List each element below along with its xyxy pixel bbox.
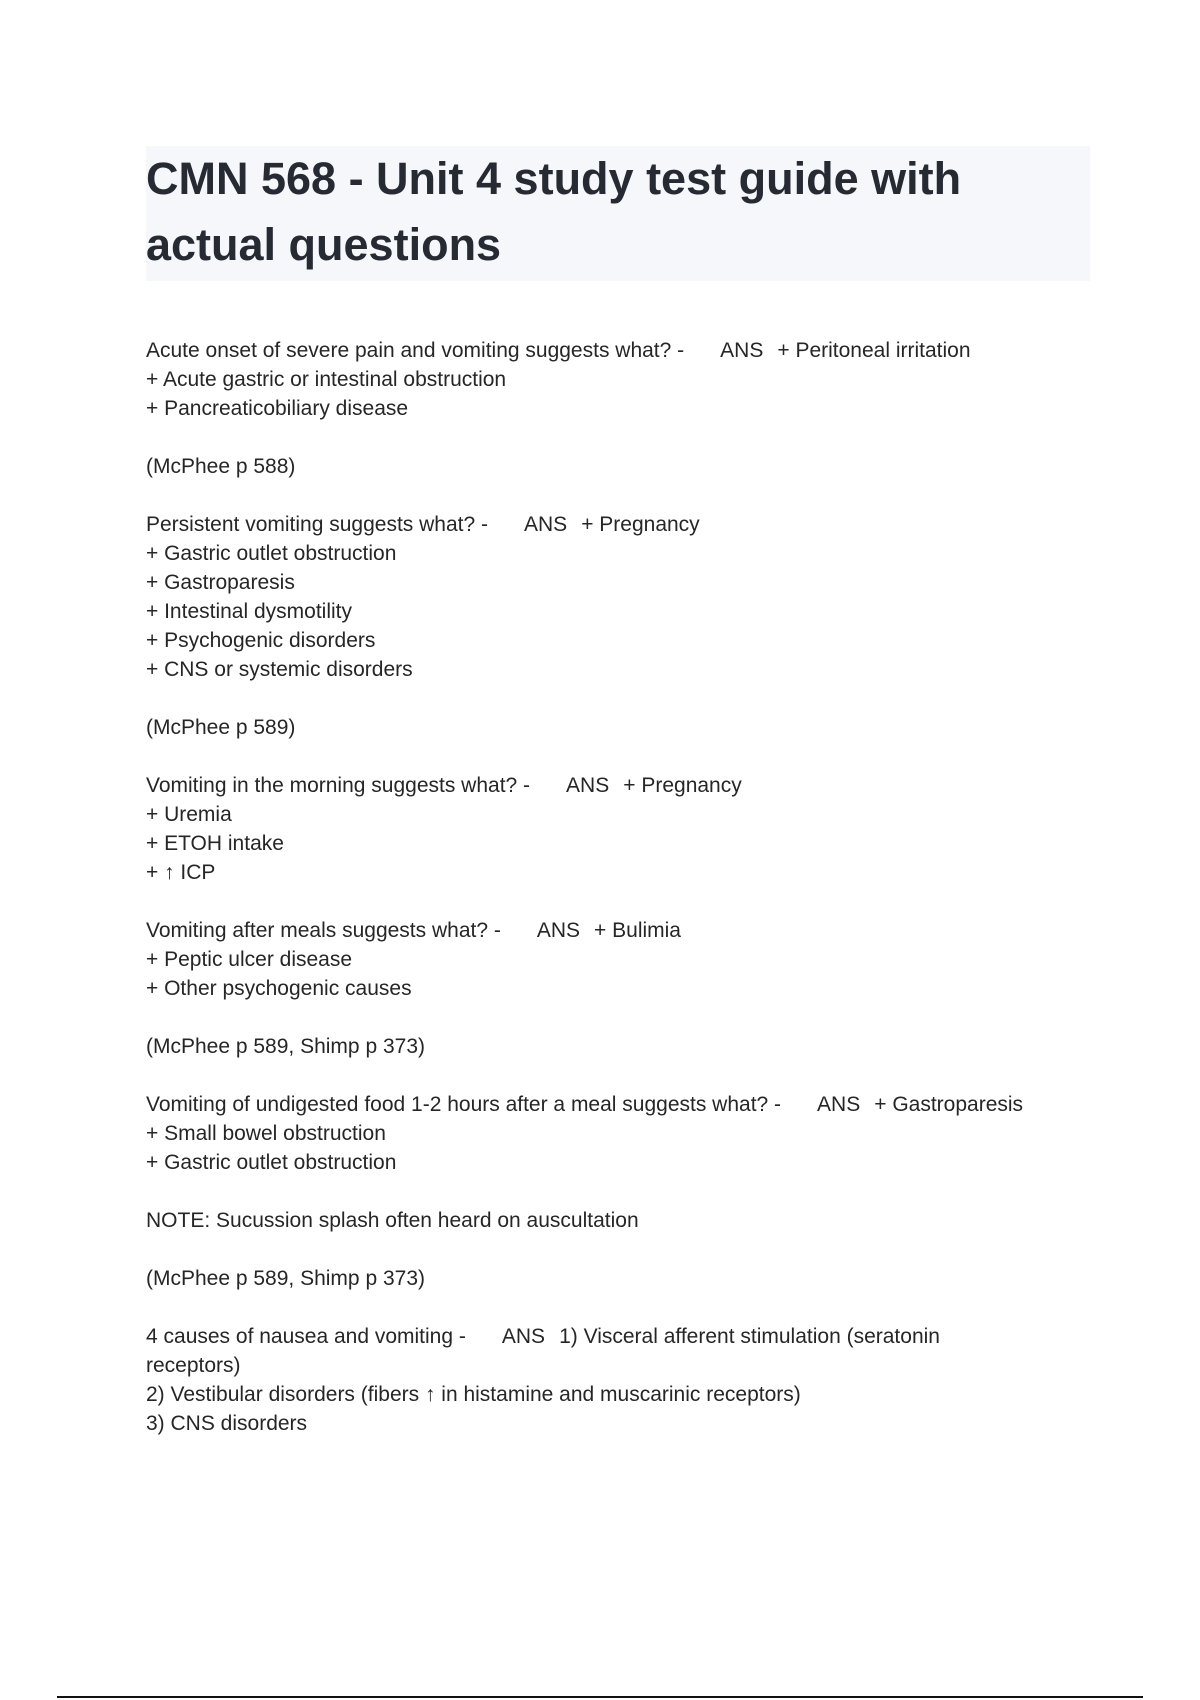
question-line — [146, 916, 1106, 945]
document-title: CMN 568 - Unit 4 study test guide with actual questions — [146, 153, 962, 270]
answer-line: + Gastroparesis — [146, 571, 295, 594]
spacer — [146, 1003, 1106, 1032]
reference-note: (McPhee p 588) — [146, 455, 296, 478]
answer-first-line: + Pregnancy — [581, 513, 700, 536]
question-text: Vomiting in the morning suggests what? - — [146, 774, 531, 797]
question-text: Acute onset of severe pain and vomiting suggests what? - — [146, 339, 685, 362]
answer-line: + Acute gastric or intestinal obstruction — [146, 368, 507, 391]
answer-line: + Pancreaticobiliary disease — [146, 397, 409, 420]
answer-line: + CNS or systemic disorders — [146, 658, 413, 681]
answer-line: receptors) — [146, 1354, 241, 1377]
answer-line: + Uremia — [146, 803, 232, 826]
answer-first-line: + Gastroparesis — [874, 1093, 1024, 1116]
ans-label: ANS — [501, 1325, 546, 1348]
question-line — [146, 1322, 1106, 1351]
answer-line: 3) CNS disorders — [146, 1412, 308, 1435]
answer-line: + Other psychogenic causes — [146, 977, 412, 1000]
spacer — [146, 1235, 1106, 1264]
ans-label: ANS — [817, 1093, 861, 1116]
ans-label: ANS — [720, 339, 764, 362]
reference-note: (McPhee p 589, Shimp p 373) — [146, 1267, 425, 1290]
question-line — [146, 1090, 1106, 1119]
answer-first-line: + Peritoneal irritation — [777, 339, 971, 362]
question-line — [146, 771, 1106, 800]
spacer — [146, 481, 1106, 510]
ans-label: ANS — [536, 919, 581, 942]
answer-first-line: 1) Visceral afferent stimulation (seratonin — [559, 1325, 940, 1348]
answer-first-line: + Pregnancy — [623, 774, 742, 797]
answer-line: + Gastric outlet obstruction — [146, 1151, 397, 1174]
qa-item — [146, 510, 1106, 771]
qa-item — [146, 771, 1106, 916]
qa-item — [146, 1322, 1106, 1438]
answer-first-line: + Bulimia — [594, 919, 681, 942]
spacer — [146, 742, 1106, 771]
answer-line: + ETOH intake — [146, 832, 284, 855]
reference-note: (McPhee p 589) — [146, 716, 296, 739]
qa-item — [146, 1090, 1106, 1322]
answer-line: 2) Vestibular disorders (fibers ↑ in histamine and muscarinic receptors) — [146, 1383, 801, 1406]
question-text: Vomiting of undigested food 1-2 hours after a meal suggests what? - — [146, 1093, 782, 1116]
question-line — [146, 510, 1106, 539]
spacer — [146, 1177, 1106, 1206]
question-text: Persistent vomiting suggests what? - — [146, 513, 488, 536]
page-bottom-rule — [57, 1696, 1143, 1698]
answer-line: + Peptic ulcer disease — [146, 948, 353, 971]
reference-note: (McPhee p 589, Shimp p 373) — [146, 1035, 425, 1058]
spacer — [146, 887, 1106, 916]
ans-label: ANS — [566, 774, 610, 797]
note-line: NOTE: Sucussion splash often heard on auscultation — [146, 1209, 639, 1232]
qa-item — [146, 916, 1106, 1090]
answer-line: + ↑ ICP — [146, 861, 216, 884]
spacer — [146, 1061, 1106, 1090]
answer-line: + Intestinal dysmotility — [146, 600, 353, 623]
question-text: 4 causes of nausea and vomiting - — [146, 1325, 466, 1348]
spacer — [146, 423, 1106, 452]
title-banner — [146, 146, 1090, 281]
question-line — [146, 336, 1106, 365]
answer-line: + Psychogenic disorders — [146, 629, 376, 652]
answer-line: + Gastric outlet obstruction — [146, 542, 397, 565]
answer-line: + Small bowel obstruction — [146, 1122, 386, 1145]
spacer — [146, 1293, 1106, 1322]
question-text: Vomiting after meals suggests what? - — [146, 919, 501, 942]
qa-item — [146, 336, 1106, 510]
ans-label: ANS — [524, 513, 568, 536]
qa-content — [146, 336, 1106, 1438]
spacer — [146, 684, 1106, 713]
